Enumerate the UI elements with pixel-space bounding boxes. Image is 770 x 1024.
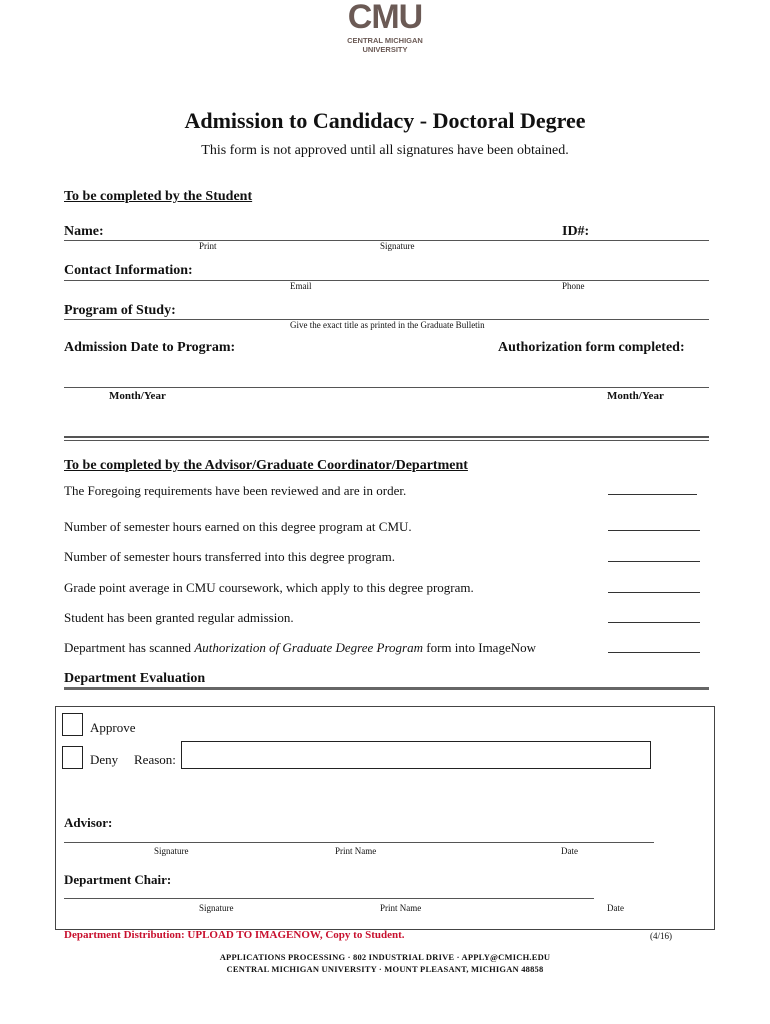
- requirement-blank[interactable]: [608, 530, 700, 531]
- contact-label: Contact Information:: [64, 263, 193, 278]
- approve-checkbox[interactable]: [62, 713, 83, 736]
- page-subtitle: This form is not approved until all signatures have been obtained.: [201, 143, 569, 158]
- distribution-note: Department Distribution: UPLOAD TO IMAGENOW, Copy to Student.: [64, 929, 405, 941]
- program-label: Program of Study:: [64, 303, 176, 318]
- logo-mark: CMU: [347, 0, 423, 36]
- advisor-signature-caption: Signature: [154, 846, 189, 856]
- requirement-blank[interactable]: [608, 622, 700, 623]
- chair-signature-line[interactable]: [64, 898, 594, 899]
- deny-checkbox[interactable]: [62, 746, 83, 769]
- requirement-blank[interactable]: [608, 494, 697, 495]
- chair-date-caption: Date: [607, 903, 624, 913]
- requirement-item: Number of semester hours earned on this degree program at CMU.: [64, 519, 412, 534]
- advisor-print-caption: Print Name: [335, 846, 377, 856]
- deny-label: Deny: [90, 752, 119, 767]
- evaluation-divider: [64, 687, 709, 690]
- month-year-right: Month/Year: [607, 390, 664, 402]
- reason-label: Reason:: [134, 752, 176, 767]
- advisor-date-caption: Date: [561, 846, 578, 856]
- logo-line1: CENTRAL MICHIGAN: [347, 36, 423, 45]
- page-title: Admission to Candidacy - Doctoral Degree: [184, 108, 586, 133]
- program-caption: Give the exact title as printed in the Graduate Bulletin: [290, 320, 485, 330]
- requirement-blank[interactable]: [608, 592, 700, 593]
- advisor-section-heading: To be completed by the Advisor/Graduate Coordinator/Department: [64, 458, 468, 473]
- section-divider-2: [64, 440, 709, 441]
- signature-caption: Signature: [380, 241, 415, 251]
- footer-line1: APPLICATIONS PROCESSING · 802 INDUSTRIAL DRIVE · APPLY@CMICH.EDU: [219, 952, 551, 962]
- advisor-label: Advisor:: [64, 815, 113, 830]
- requirement-item: Number of semester hours transferred into this degree program.: [64, 549, 396, 564]
- evaluation-box: [55, 706, 715, 930]
- cmu-logo: [330, 0, 440, 60]
- logo-line2: UNIVERSITY: [362, 45, 408, 54]
- phone-caption: Phone: [562, 281, 585, 291]
- admission-date-label: Admission Date to Program:: [64, 340, 236, 355]
- section-divider: [64, 436, 709, 438]
- chair-label: Department Chair:: [64, 872, 172, 887]
- requirement-blank[interactable]: [608, 561, 700, 562]
- name-label: Name:: [64, 224, 104, 239]
- reason-input[interactable]: [181, 741, 651, 769]
- form-version: (4/16): [650, 931, 672, 941]
- requirement-item: Grade point average in CMU coursework, which apply to this degree program.: [64, 580, 474, 595]
- advisor-signature-line[interactable]: [64, 842, 654, 843]
- footer-line2: CENTRAL MICHIGAN UNIVERSITY · MOUNT PLEASANT, MICHIGAN 48858: [226, 964, 544, 974]
- email-caption: Email: [290, 281, 312, 291]
- evaluation-heading: Department Evaluation: [64, 671, 206, 686]
- chair-signature-caption: Signature: [199, 903, 234, 913]
- requirement-item: The Foregoing requirements have been reviewed and are in order.: [64, 483, 407, 498]
- chair-print-caption: Print Name: [380, 903, 422, 913]
- id-label: ID#:: [562, 224, 590, 239]
- requirement-blank[interactable]: [608, 652, 700, 653]
- requirement-item: Department has scanned Authorization of Graduate Degree Program form into ImageNow: [64, 640, 537, 655]
- student-section-heading: To be completed by the Student: [64, 189, 253, 204]
- requirement-item: Student has been granted regular admission.: [64, 610, 294, 625]
- date-line[interactable]: [64, 387, 709, 388]
- month-year-left: Month/Year: [109, 390, 166, 402]
- print-caption: Print: [199, 241, 217, 251]
- authorization-label: Authorization form completed:: [498, 340, 685, 355]
- approve-label: Approve: [90, 720, 136, 735]
- contact-line[interactable]: [64, 280, 709, 281]
